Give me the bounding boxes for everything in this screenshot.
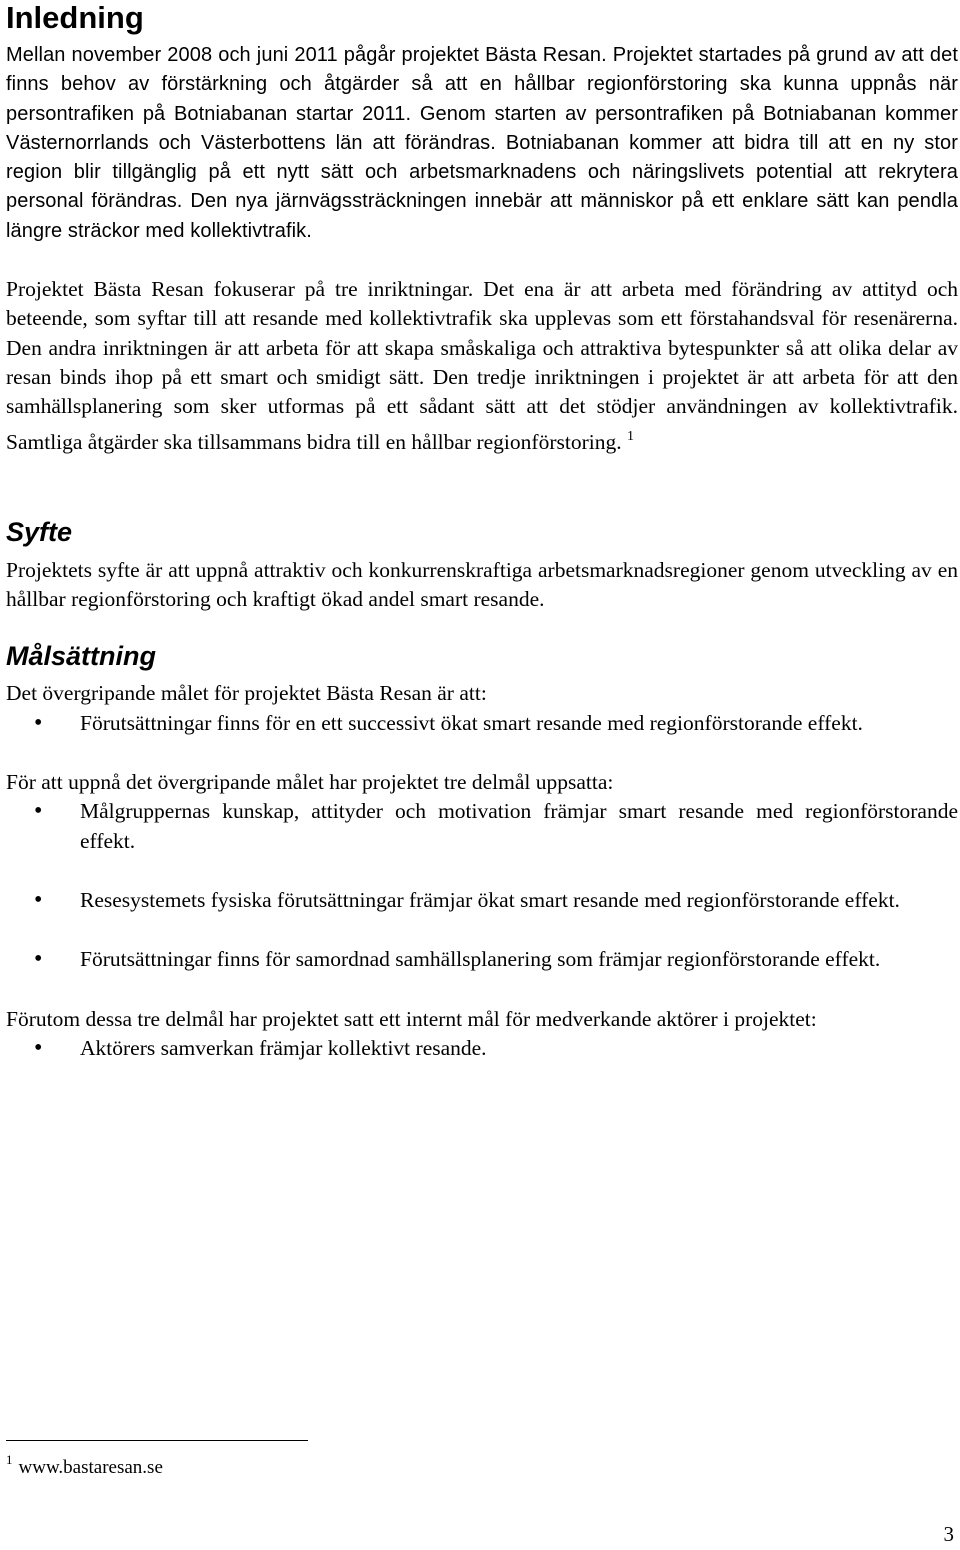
- page-number: 3: [943, 1522, 954, 1546]
- syfte-paragraph: Projektets syfte är att uppnå attraktiv och konkurrenskraftiga arbetsmarknadsregioner genom utveckling av en hållbar regionförstoring och kraftigt ökad andel smart resande.: [6, 557, 958, 612]
- list-item: [6, 797, 958, 856]
- document-page: [6, 0, 958, 1478]
- footnote-number: 1: [6, 1452, 13, 1467]
- list-item: [6, 945, 958, 974]
- list-item: [6, 886, 958, 915]
- subgoal-list: [6, 797, 958, 974]
- heading-inledning: Inledning: [6, 0, 144, 35]
- heading-syfte: Syfte: [6, 516, 73, 547]
- footnote-link[interactable]: www.bastaresan.se: [18, 1457, 163, 1478]
- list-item: [6, 1034, 958, 1063]
- bullet-icon: •: [34, 709, 43, 736]
- heading-malsattning: Målsättning: [6, 641, 157, 672]
- footnote: [6, 1452, 163, 1479]
- list-item-text: Förutsättningar finns för samordnad samhällsplanering som främjar regionförstorande effekt.: [80, 947, 881, 972]
- list-item-text: Förutsättningar finns för en ett successivt ökat smart resande med regionförstorande effekt.: [80, 710, 863, 735]
- list-item-text: Målgruppernas kunskap, attityder och motivation främjar smart resande med regionförstorande effekt.: [80, 799, 958, 853]
- intro-paragraph-1: Mellan november 2008 och juni 2011 pågår projektet Bästa Resan. Projektet startades på grund av att det finns behov av förstärkning och åtgärder så att en hållbar regionförstoring ska kunna uppnås när persontrafiken på Botniabanan startar 2011. Genom starten av persontrafiken på Botniabanan kommer Västernorrlands och Västerbottens län att förändras. Botniabanan kommer att bidra till att en ny stor region blir tillgänglig på ett nytt sätt och arbetsmarknadens och näringslivets potential att rekrytera personal förändras. Den nya järnvägssträckningen innebär att människor på ett enklare sätt kan pendla längre sträckor med kollektivtrafik.: [6, 44, 958, 242]
- bullet-icon: •: [34, 886, 43, 913]
- intro-paragraph-2: [6, 275, 958, 457]
- list-item-text: Aktörers samverkan främjar kollektivt resande.: [80, 1035, 487, 1060]
- intro-paragraph-2-text: Projektet Bästa Resan fokuserar på tre inriktningar. Det ena är att arbeta med förändring av attityd och beteende, som syftar till att resande med kollektivtrafik ska upplevas som ett förstahandsval för resenärerna. Den andra inriktningen är att arbeta för att skapa småskaliga och attraktiva bytespunkter så att olika delar av resan binds ihop på ett smart och smidigt sätt. Den tredje inriktningen i projektet är att arbeta för att den samhällsplanering som sker utformas på ett sådant sätt att det stödjer användningen av kollektivtrafik. Samtliga åtgärder ska tillsammans bidra till en hållbar regionförstoring.: [6, 277, 958, 454]
- bullet-icon: •: [34, 798, 43, 825]
- overall-goal-list: [6, 709, 958, 738]
- list-item-text: Resesystemets fysiska förutsättningar främjar ökat smart resande med regionförstorande effekt.: [80, 887, 900, 912]
- footnote-separator: [6, 1440, 308, 1441]
- list-item: [6, 709, 958, 738]
- footnote-reference[interactable]: 1: [626, 428, 634, 444]
- internal-goal-list: [6, 1034, 958, 1063]
- internal-goal-lead: Förutom dessa tre delmål har projektet satt ett internt mål för medverkande aktörer i projektet:: [6, 1006, 817, 1031]
- subgoals-lead: För att uppnå det övergripande målet har projektet tre delmål uppsatta:: [6, 770, 614, 795]
- malsattning-lead: Det övergripande målet för projektet Bästa Resan är att:: [6, 681, 487, 706]
- bullet-icon: •: [34, 946, 43, 973]
- bullet-icon: •: [34, 1034, 43, 1061]
